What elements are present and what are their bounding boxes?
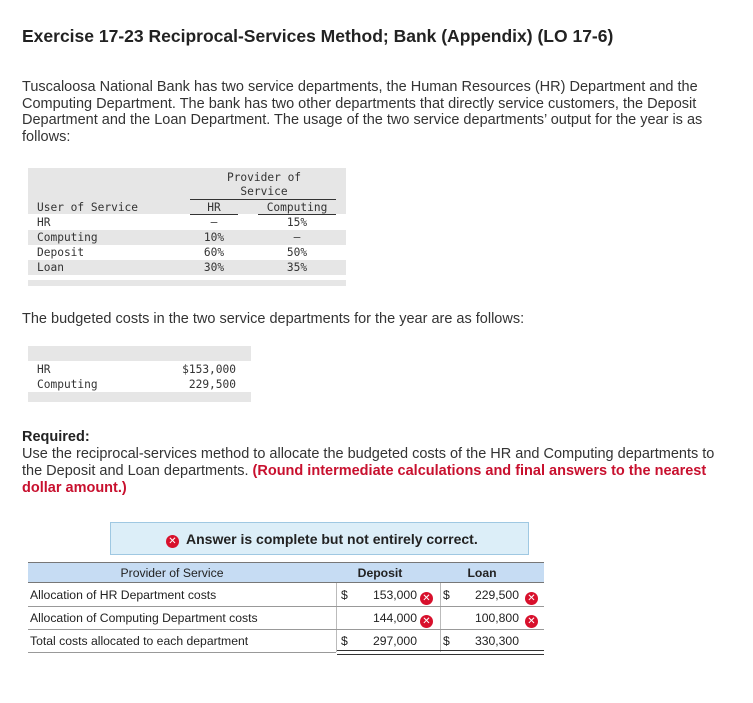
col-computing-label: Computing (266, 201, 328, 214)
budget-row-value: $153,000 (182, 363, 236, 376)
budget-bottom-band (28, 392, 251, 402)
usage-row-computing: 50% (286, 246, 308, 259)
col-hr-label: HR (207, 201, 221, 214)
user-of-service-label: User of Service (37, 201, 139, 214)
deposit-computing-input[interactable]: 144,000 (372, 611, 417, 625)
x-circle-icon: ✕ (420, 588, 433, 606)
loan-total-value: 330,300 (474, 634, 519, 648)
usage-row-label: Deposit (37, 246, 85, 259)
usage-bottom-band (28, 280, 346, 286)
col-divider (440, 583, 441, 652)
row-divider (28, 606, 544, 607)
usage-row-hr: — (210, 216, 218, 229)
header-loan: Loan (467, 566, 497, 580)
budget-intro: The budgeted costs in the two service departments for the year are as follows: (22, 311, 525, 327)
usage-row-computing: 15% (286, 216, 308, 229)
usage-row-computing: 35% (286, 261, 308, 274)
budget-top-band (28, 346, 251, 361)
hr-col-underline (190, 214, 238, 215)
x-circle-icon: ✕ (420, 611, 433, 629)
budget-row-value: 229,500 (188, 378, 236, 391)
x-circle-icon: ✕ (525, 588, 538, 606)
answer-row-label: Allocation of HR Department costs (30, 588, 217, 602)
provider-label-line2: Service (240, 185, 288, 198)
row-divider (28, 652, 336, 653)
provider-label-line1: Provider of (226, 171, 302, 184)
x-circle-icon: ✕ (166, 531, 179, 549)
provider-underline (190, 199, 336, 200)
header-deposit: Deposit (357, 566, 403, 580)
loan-dollar-sign: $ (443, 588, 450, 602)
budget-row-label: HR (37, 363, 51, 376)
usage-row-hr: 10% (203, 231, 225, 244)
deposit-hr-input[interactable]: 153,000 (372, 588, 417, 602)
deposit-total-value: 297,000 (372, 634, 417, 648)
deposit-dollar-sign: $ (341, 588, 348, 602)
header-provider: Provider of Service (120, 566, 224, 580)
row-divider (28, 629, 544, 630)
loan-dollar-sign: $ (443, 634, 450, 648)
loan-computing-input[interactable]: 100,800 (474, 611, 519, 625)
required-text: Use the reciprocal-services method to allocate the budgeted costs of the HR and Computing departments to the Deposit and Loan departments. (22, 446, 715, 479)
answer-row-label: Allocation of Computing Department costs (30, 611, 258, 625)
required-body (22, 446, 722, 497)
budget-row-label: Computing (37, 378, 98, 391)
page-title: Exercise 17-23 Reciprocal-Services Method; Bank (Appendix) (LO 17-6) (22, 26, 614, 46)
usage-row-label: Loan (37, 261, 64, 274)
total-double-underline (337, 650, 544, 655)
usage-row-hr: 30% (203, 261, 225, 274)
usage-row-computing: — (293, 231, 301, 244)
answer-status-text: Answer is complete but not entirely correct. (186, 531, 478, 547)
usage-row-label: Computing (37, 231, 98, 244)
required-heading: Required: (22, 429, 90, 445)
x-circle-icon: ✕ (525, 611, 538, 629)
answer-row-label: Total costs allocated to each department (30, 634, 249, 648)
col-divider (336, 583, 337, 652)
usage-row-hr: 60% (203, 246, 225, 259)
required-emphasis: (Round intermediate calculations and final answers to the nearest dollar amount.) (22, 463, 707, 496)
deposit-dollar-sign: $ (341, 634, 348, 648)
computing-col-underline (258, 214, 336, 215)
loan-hr-input[interactable]: 229,500 (474, 588, 519, 602)
intro-paragraph: Tuscaloosa National Bank has two service departments, the Human Resources (HR) Department and the Computing Department. The bank has two other departments that directly service customers, the Deposit Department and the Loan Department. The usage of the two service departments’ output for the year is as follows: (22, 79, 703, 145)
usage-row-label: HR (37, 216, 51, 229)
